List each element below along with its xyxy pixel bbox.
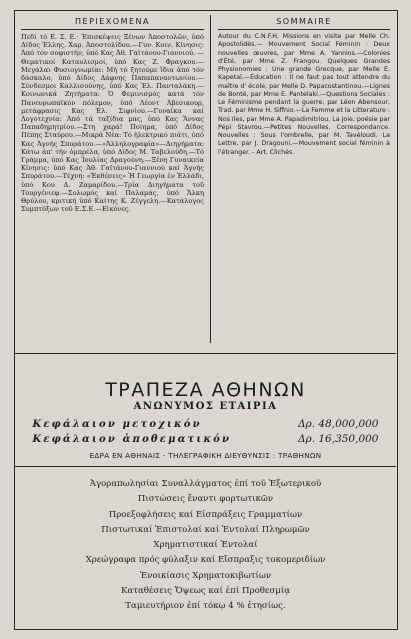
contents-column-greek (21, 15, 204, 213)
service-item: Χρεώγραφα πρός φύλαξιν καί Εἴσπραξις τοκομεριδίων (85, 555, 326, 566)
capital-value: Δρ. 16,350,000 (297, 433, 379, 445)
heading-rule (218, 29, 390, 30)
capital-row (33, 418, 379, 433)
column-divider (210, 15, 211, 343)
service-item: Χρηματιστικαί Ἐντολαί (153, 540, 258, 551)
service-item: Ἀγοραπωλησίαι Συναλλάγματος ἐπί τοῦ Ἐξωτερικοῦ (89, 479, 322, 489)
capital-label: Κεφάλαιον ἀποθεματικόν (32, 434, 232, 445)
section-rule (15, 466, 396, 467)
bank-advertisement (15, 363, 396, 615)
page-frame (14, 10, 398, 630)
capital-row (33, 433, 379, 448)
contents-heading: ΠΕΡΙΕΧΟΜΕΝΑ (75, 17, 150, 26)
headquarters-line: ΕΔΡΑ ΕΝ ΑΘΗΝΑΙΣ - ΤΗΛΕΓΡΑΦΙΚΗ ΔΙΕΥΘΥΝΣΙΣ : ΤΡΑΘΗΝΩΝ (89, 451, 322, 460)
service-item: Προεξοφλήσεις καί Εἰσπράξεις Γραμματίων (108, 509, 303, 520)
capital-label: Κεφάλαιον μετοχικόν (32, 419, 202, 430)
service-item: Ταμιευτήριον ἐπί τόκῳ 4 % ἐτησίως. (125, 601, 286, 612)
contents-text: Πεδί τό Ε. Σ. Ε.· Ἐπισκέψεις Ξένων Ἀποστολῶν, ὑπό Δίδος Ἑλλης. Χαρ. Ἀποστολίδου.—Γυν. Κοιν. Κίνησις: Ἀπό τόν σοφιστήν, ὑπό Κας Ἀθ. Γαϊτάνου-Γιαννιού. —Θεματικοί Καταυλισμοί, ὑπό Κας Ζ. Φραγκου.—Μεγάλαι Φυσιογνωμίαι: Μή τό ξητούμε ἴδια ἀπό τόν δάσκαλο, ὑπό Δίδος Δάφνης Παπαπαναντωνίου.—Σύνδεσμοι Καλλισούνης, ὑπό Κας Ἐλ. Πανταλάκη.—Κοινωνικά Ζητήματα: Ὁ Φεμινισμός κατά τόν Πανευρωπαϊκόν πόλεμον, ὑπό Λέοντ Ἀβεσικουρ, μετάφρασις Κας Ἑλ. Σιφνίου.—Γυναίκα καί Λογοτεχνία: Ἀπό τά ταξίδια μας, ὑπό Κας Ἄννας Παπαδημητρίου.—Στη χαρά! Ποίημα, ὑπό Δίδος Πέπης Σταύρου.—Μικρά Νέα: Τό ἠλεκτρικό πιάτι, ὑπό Κας Ἀγνής Σπυράτου.—«Ἀλληλογραφία»—Διηγήματα: Κάτω ἀπ' τήν ὀμπρέλα, ὑπό Δίδος Μ. Ταβελούδη.—Τό Γράμμα, ὑπό Κας Ἰουλίας Δραγούνη.—Ξένη Γυναικεία Κίνησις: ὑπό Κας Ἀθ. Γαϊτάνου-Γιαννιού καί Ἀγνής Σπυράτου.—Τέχνη: «Ἐκθέσεις» Ἡ Γεωργία ἐν Ἑλλάδι, ὑπό Κου Δ. Ζαμαρίδου.—Τρία Διηγήματα τοῦ Τουργένιεφ.—Σολωμός καί Παλαμάς, ὑπό Ἄλκη Θρύλου, κριτική ὑπό Καίτης Κ. Ζέγγελη.—Κατάλογος Συμπτύξων τοῦ Ε.Σ.Ε.—Εἰκόνες. (21, 33, 204, 214)
services-list (15, 477, 396, 615)
capital-value: Δρ. 48,000,000 (297, 418, 379, 430)
service-item: Πιστωτικαί Ἐπιστολαί καί Ἐντολαί Πληρωμῶν (101, 524, 310, 535)
contents-box (15, 11, 396, 354)
contents-column-french (218, 15, 390, 157)
service-item: Πιστώσεις ἔναντι φορτωτικῶν (137, 494, 274, 505)
service-item: Ἐνοικίασις Χρηματοκιβωτίων (139, 570, 272, 581)
service-item: Καταθέσεις Ὄψεως καί ἐπί Προθεσμίᾳ (120, 586, 291, 597)
bank-subtitle: ΑΝΩΝΥΜΟΣ ΕΤΑΙΡΙΑ (133, 401, 278, 412)
sommaire-heading: SOMMAIRE (276, 17, 332, 26)
sommaire-text: Autour du C.N.F.H. Missions en visite par Melle Ch. Apostolidès.— Mouvement Social Féminin : Deux nouvelles œuvres, par Mme A. Yannios.—Colonies d'Été, par Mme Z. Frangou. Quelques Grandes Physionomies : Une grande Grecque, par Melle E. Kapetaï.—Éducation : Il ne faut pas tout attendre du maître d' école, par Melle D. Papacostantinou.—Lignes de Bonté, par Mme E. Pantelaki.—Questions Sociales : Le Féminisme pendant la guerre, par Léon Abensour, Trad. par Mme H. Siffnio.—La Femme et la Litterature : Nos Iles, par Mme A. Papadimitriou. La joie, poésie par Pépi Stavrou.—Petites Nouvelles. Correspondance. Nouvelles : Sous l'ombrelle, par M. Tavéloudi. La Lettre, par J. Dragouni.—Mouvement social féminin à l'étranger. - Art. Clichés. (218, 33, 390, 156)
bank-name: ΤΡΑΠΕΖΑ ΑΘΗΝΩΝ (105, 379, 306, 401)
heading-rule (21, 29, 204, 30)
